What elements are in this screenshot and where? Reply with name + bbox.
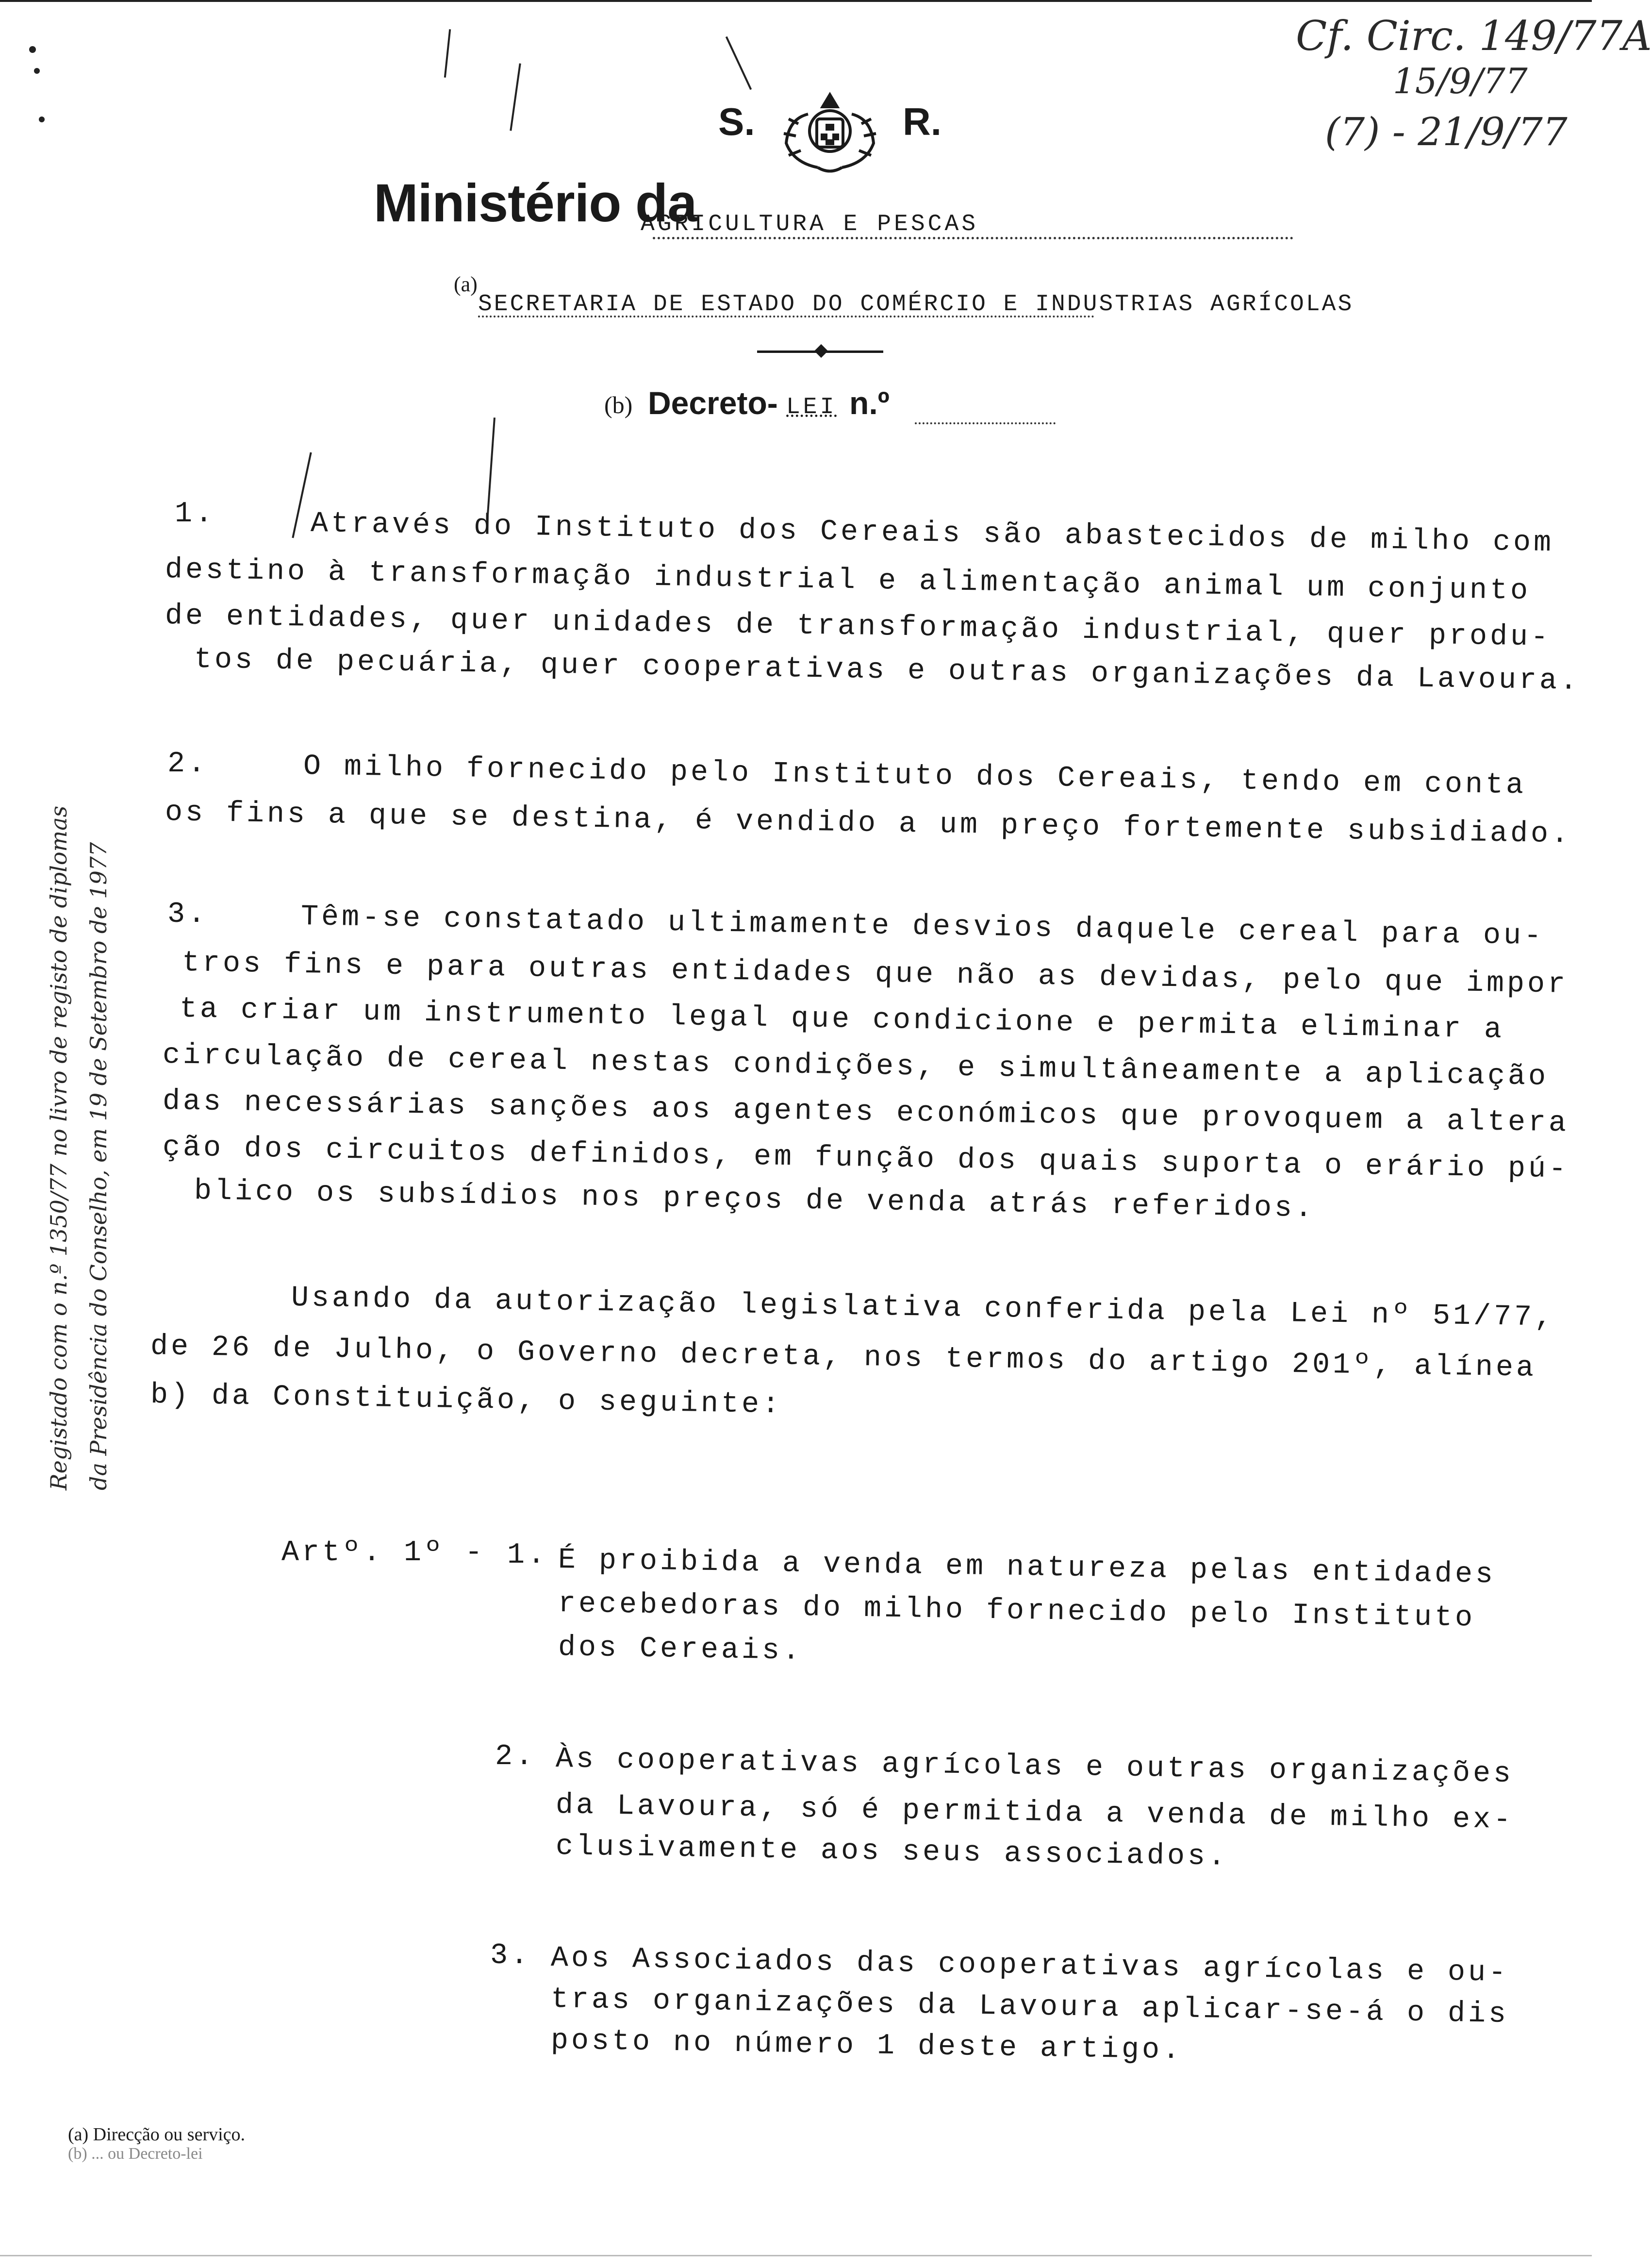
- pen-stroke: [444, 29, 451, 78]
- article-item-number: 2.: [495, 1740, 536, 1773]
- paragraph-3-line: das necessárias sanções aos agentes económicos que provoquem a altera: [162, 1085, 1569, 1140]
- article-item-line: posto no número 1 deste artigo.: [550, 2024, 1183, 2068]
- divider-diamond-icon: [814, 344, 828, 358]
- decreto-footnote-marker: (b): [604, 391, 633, 418]
- registration-note-line: Registado com o n.º 1350/77 no livro de registo de diplomas: [46, 805, 72, 1490]
- article-item-line: Às cooperativas agrícolas e outras organizações: [555, 1743, 1514, 1791]
- pen-stroke: [510, 63, 521, 131]
- preamble-line: de 26 de Julho, o Governo decreta, nos termos do artigo 201º, alínea: [150, 1330, 1537, 1385]
- paragraph-2-number: 2.: [167, 748, 209, 781]
- sr-left-letter: S.: [718, 100, 755, 143]
- paragraph-2-line: os fins a que se destina, é vendido a um preço fortemente subsidiado.: [165, 796, 1572, 851]
- article-item-line: clusivamente aos seus associados.: [555, 1830, 1229, 1874]
- pen-stroke: [487, 417, 496, 515]
- preamble-line: Usando da autorização legislativa conferida pela Lei nº 51/77,: [291, 1282, 1555, 1334]
- footnote-a: (a) Direcção ou serviço.: [68, 2124, 246, 2145]
- article-item-line: tras organizações da Lavoura aplicar-se-á o dis: [550, 1983, 1509, 2032]
- footnote-b: (b) ... ou Decreto-lei: [68, 2145, 203, 2163]
- paragraph-2-line: O milho fornecido pelo Instituto dos Cereais, tendo em conta: [303, 750, 1527, 802]
- coat-of-arms-emblem-icon: [774, 85, 886, 177]
- decreto-number-label: n.º: [849, 385, 890, 421]
- paragraph-1-line: Através do Instituto dos Cereais são abastecidos de milho com: [310, 507, 1554, 560]
- secretaria-dotted-line: [478, 316, 1094, 317]
- paragraph-3-line: ta criar um instrumento legal que condicione e permita eliminar a: [179, 993, 1505, 1047]
- article-item-number: 1.: [507, 1539, 548, 1572]
- sr-right-letter: R.: [903, 100, 942, 143]
- article-item-line: recebedoras do milho fornecido pelo Instituto: [558, 1587, 1476, 1635]
- paragraph-1-line: tos de pecuária, quer cooperativas e outras organizações da Lavoura.: [194, 643, 1581, 698]
- scan-mark: [29, 46, 36, 53]
- decreto-label: Decreto-: [648, 385, 778, 421]
- registration-note-line: da Presidência do Conselho, em 19 de Setembro de 1977: [85, 842, 112, 1490]
- ministry-heading: Ministério da: [374, 173, 697, 233]
- handwritten-date: 15/9/77: [1393, 61, 1528, 101]
- paragraph-3-number: 3.: [167, 898, 209, 931]
- article-item-line: dos Cereais.: [558, 1631, 803, 1668]
- paragraph-3-line: Têm-se constatado ultimamente desvios daquele cereal para ou-: [300, 901, 1545, 953]
- handwritten-date-stamp: (7) - 21/9/77: [1325, 109, 1568, 154]
- secretaria-name: SECRETARIA DE ESTADO DO COMÉRCIO E INDUSTRIAS AGRÍCOLAS: [478, 291, 1354, 317]
- scan-mark: [39, 117, 45, 122]
- paragraph-1-line: destino à transformação industrial e alimentação animal um conjunto: [165, 553, 1531, 608]
- bottom-scan-edge: [0, 2255, 1592, 2256]
- paragraph-3-line: circulação de cereal nestas condições, e simultâneamente a aplicação: [162, 1039, 1549, 1094]
- scan-mark: [0, 0, 1592, 2]
- ministry-dotted-line: [653, 237, 1293, 239]
- paragraph-3-line: ção dos circuitos definidos, em função dos quais suporta o erário pú-: [162, 1131, 1569, 1186]
- decreto-lei-label: LEI: [786, 394, 837, 420]
- article-item-line: É proibida a venda em natureza pelas entidades: [558, 1544, 1496, 1592]
- article-item-line: Aos Associados das cooperativas agrícolas e ou-: [550, 1942, 1509, 1990]
- decreto-number-dotted-line: [915, 422, 1056, 424]
- ministry-name: AGRICULTURA E PESCAS: [641, 211, 979, 237]
- pen-stroke: [292, 452, 312, 538]
- article-1-label: Artº. 1º -: [281, 1536, 506, 1569]
- secretaria-footnote-marker: (a): [454, 272, 478, 296]
- pen-stroke: [726, 36, 752, 90]
- paragraph-3-line: blico os subsídios nos preços de venda atrás referidos.: [194, 1175, 1316, 1226]
- preamble-line: b) da Constituição, o seguinte:: [150, 1379, 783, 1422]
- paragraph-1-line: de entidades, quer unidades de transformação industrial, quer produ-: [165, 600, 1552, 654]
- article-item-line: da Lavoura, só é permitida a venda de milho ex-: [555, 1789, 1514, 1837]
- scan-mark: [34, 68, 40, 74]
- registration-margin-note: [39, 806, 118, 1490]
- paragraph-1-number: 1.: [175, 498, 216, 531]
- article-item-number: 3.: [490, 1939, 531, 1972]
- handwritten-reference: Cf. Circ. 149/77A: [1296, 12, 1652, 60]
- paragraph-3-line: tros fins e para outras entidades que não as devidas, pelo que impor: [182, 947, 1569, 1001]
